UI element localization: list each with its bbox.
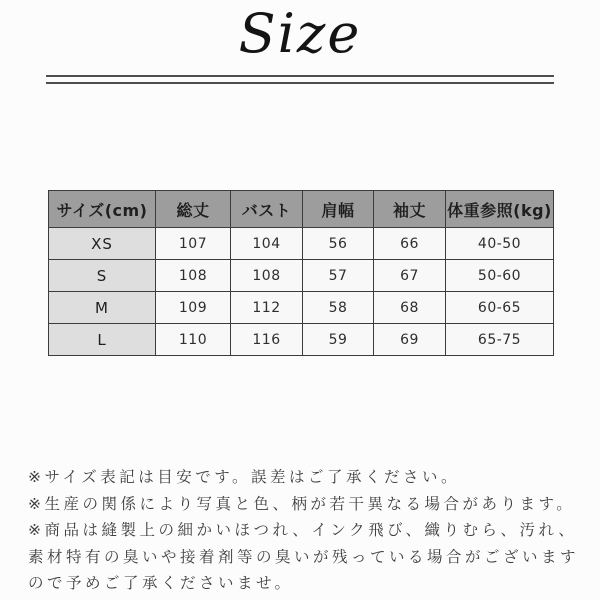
col-header-size-cm: サイズ(cm) xyxy=(49,191,156,228)
cell-l-total-length: 110 xyxy=(156,324,231,356)
table-header-row xyxy=(49,191,554,228)
cell-s-weight: 50-60 xyxy=(446,260,554,292)
cell-xs-total-length: 107 xyxy=(156,228,231,260)
cell-m-shoulder: 58 xyxy=(303,292,374,324)
cell-l-shoulder: 59 xyxy=(303,324,374,356)
cell-s-shoulder: 57 xyxy=(303,260,374,292)
disclaimer-notes xyxy=(28,464,590,597)
note-line-acknowledgement: ので予めご了承くださいませ。 xyxy=(28,574,294,593)
cell-l-weight: 65-75 xyxy=(446,324,554,356)
cell-s-total-length: 108 xyxy=(156,260,231,292)
col-header-sleeve-length: 袖丈 xyxy=(374,191,446,228)
size-table xyxy=(48,190,554,356)
row-label-s: S xyxy=(49,260,156,292)
table-row-m xyxy=(49,292,554,324)
page-title: Size xyxy=(238,2,362,65)
cell-m-bust: 112 xyxy=(231,292,303,324)
cell-xs-weight: 40-50 xyxy=(446,228,554,260)
note-line-material-odor: 素材特有の臭いや接着剤等の臭いが残っている場合がございます xyxy=(28,547,580,566)
cell-s-sleeve: 67 xyxy=(374,260,446,292)
row-label-m: M xyxy=(49,292,156,324)
note-line-color-difference: ※生産の関係により写真と色、柄が若干異なる場合があります。 xyxy=(28,494,576,513)
row-label-xs: XS xyxy=(49,228,156,260)
cell-xs-sleeve: 66 xyxy=(374,228,446,260)
title-divider xyxy=(46,75,554,84)
cell-m-weight: 60-65 xyxy=(446,292,554,324)
cell-xs-shoulder: 56 xyxy=(303,228,374,260)
col-header-total-length: 総丈 xyxy=(156,191,231,228)
cell-m-total-length: 109 xyxy=(156,292,231,324)
cell-m-sleeve: 68 xyxy=(374,292,446,324)
cell-l-bust: 116 xyxy=(231,324,303,356)
table-row-xs xyxy=(49,228,554,260)
cell-s-bust: 108 xyxy=(231,260,303,292)
table-row-l xyxy=(49,324,554,356)
note-line-size-accuracy: ※サイズ表記は目安です。誤差はご了承ください。 xyxy=(28,468,461,486)
table-row-s xyxy=(49,260,554,292)
note-line-product-flaws: ※商品は縫製上の細かいほつれ、インク飛び、織りむら、汚れ、 xyxy=(28,521,578,540)
col-header-shoulder-width: 肩幅 xyxy=(303,191,374,228)
cell-xs-bust: 104 xyxy=(231,228,303,260)
row-label-l: L xyxy=(49,324,156,356)
col-header-bust: バスト xyxy=(231,191,303,228)
col-header-weight-reference: 体重参照(kg) xyxy=(446,191,554,228)
cell-l-sleeve: 69 xyxy=(374,324,446,356)
